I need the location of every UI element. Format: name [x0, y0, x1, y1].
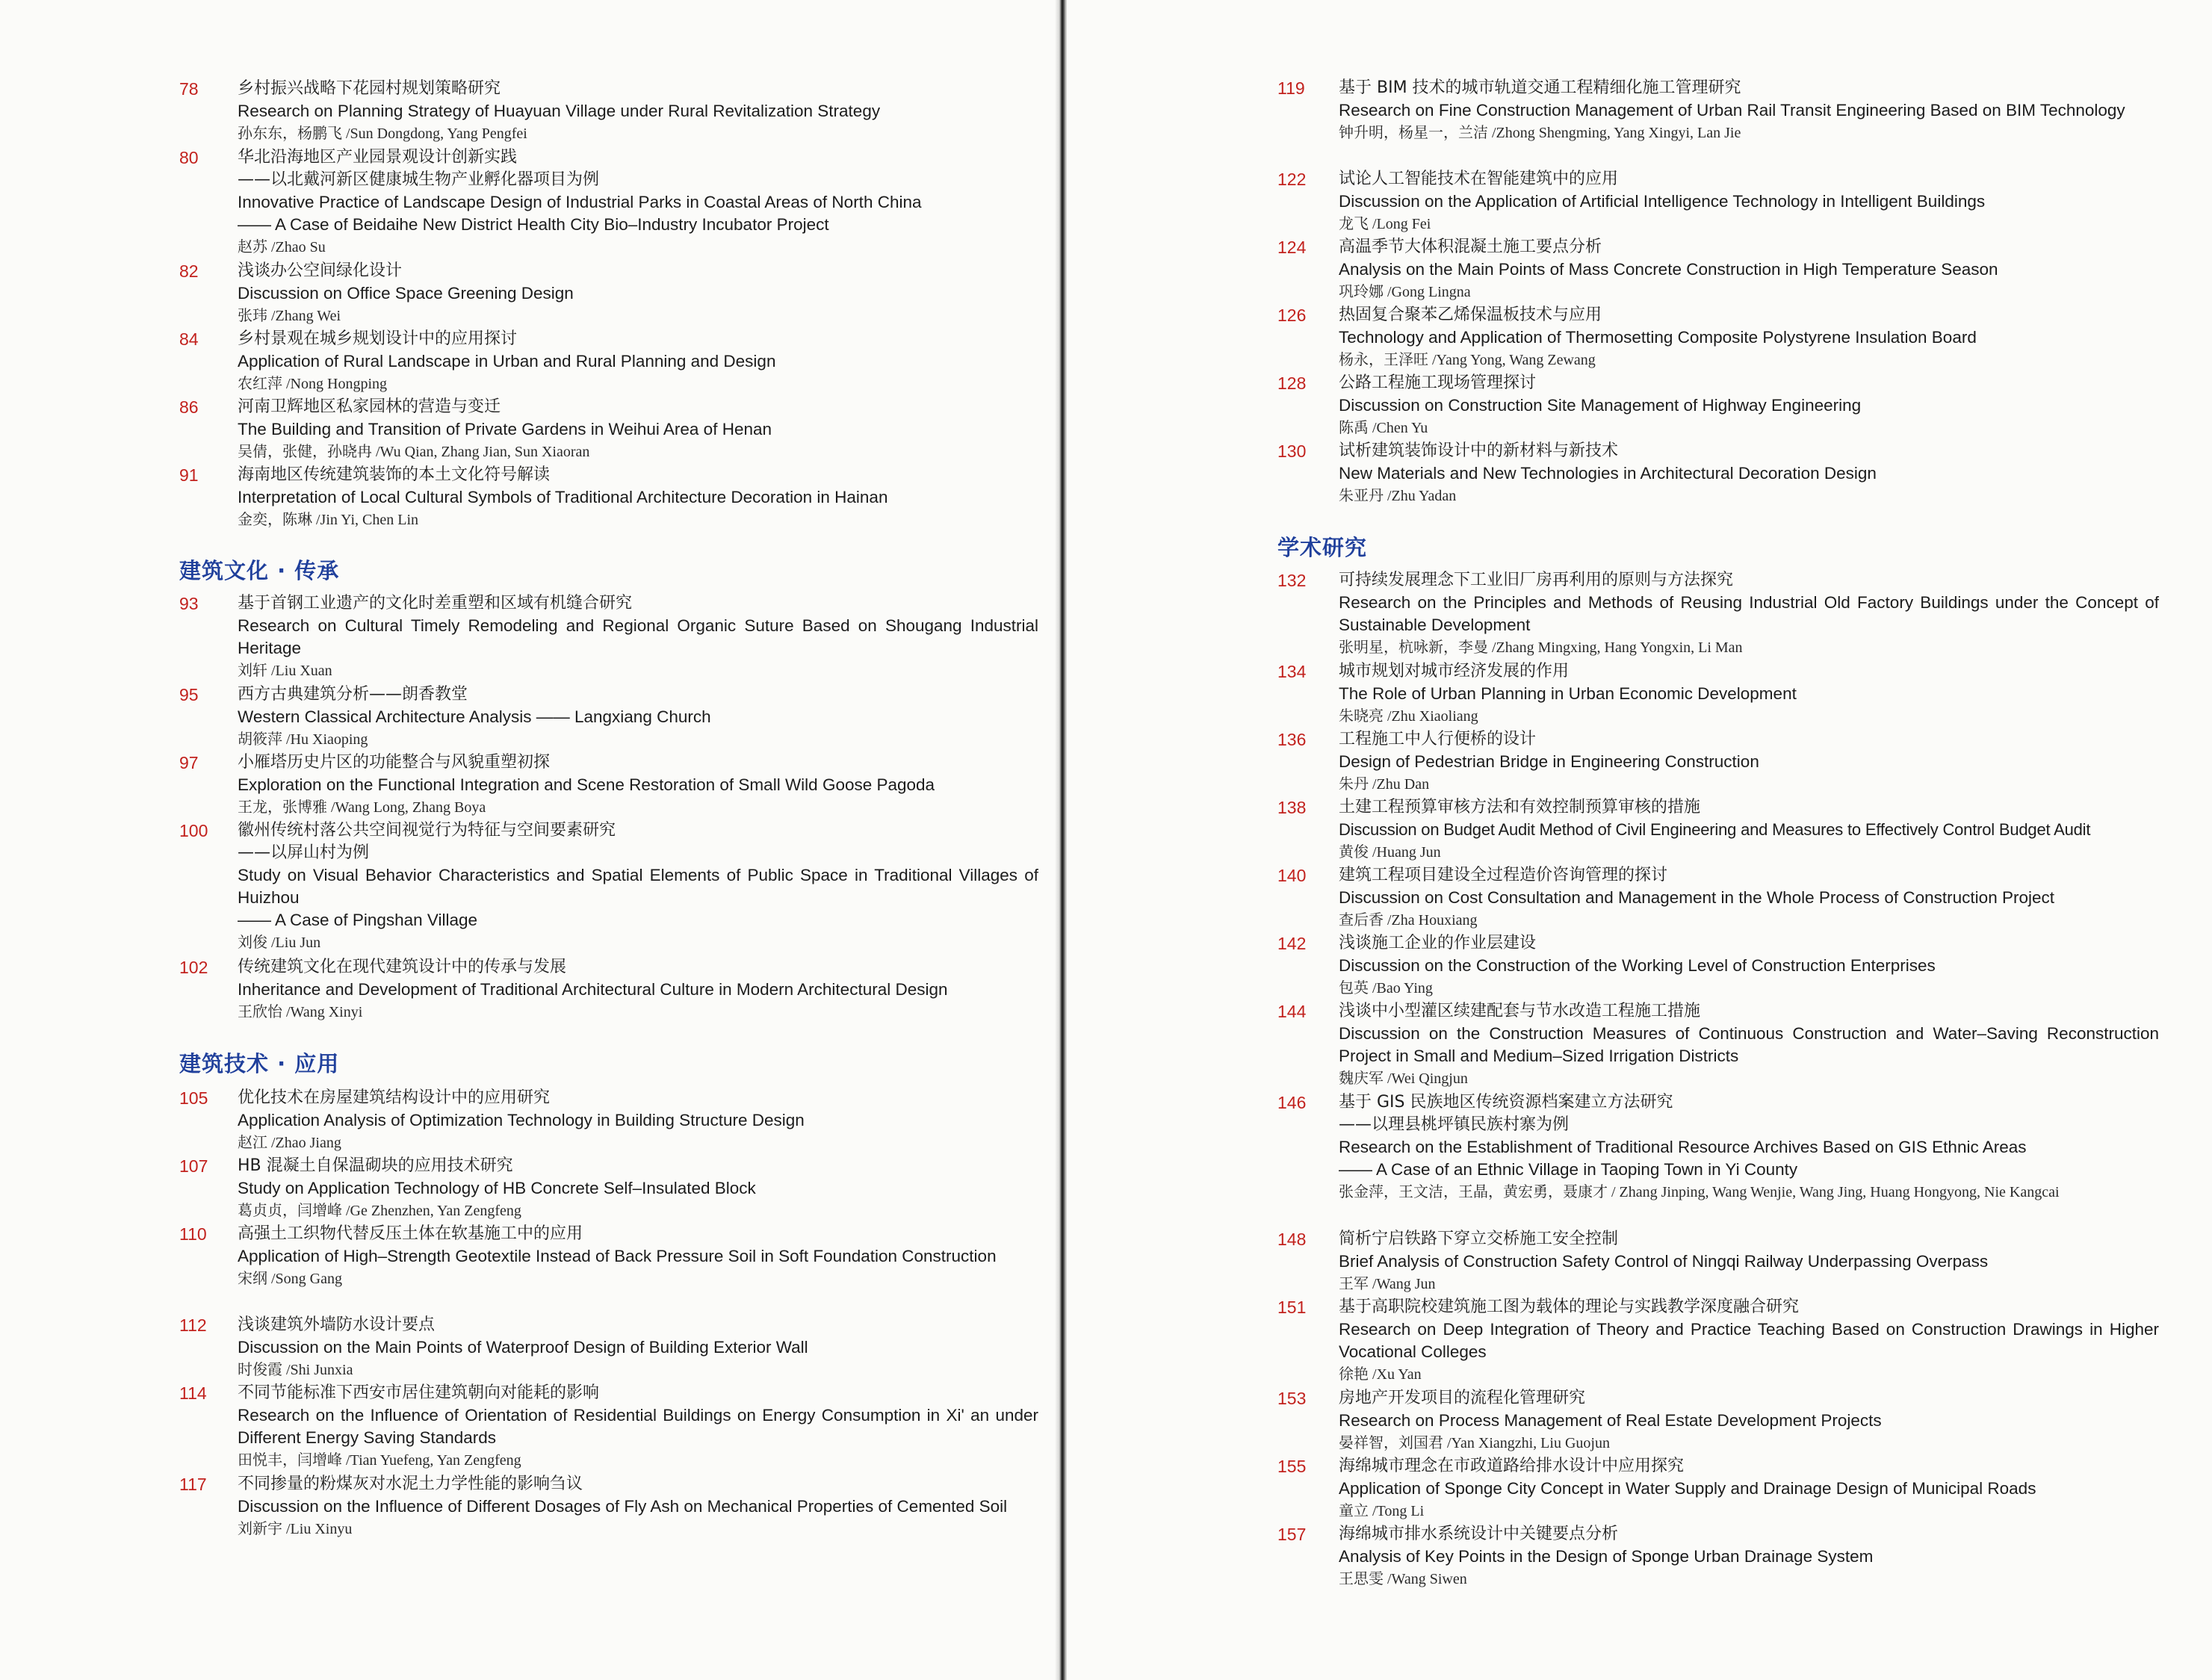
page-number: 122 [1277, 170, 1307, 189]
toc-entry[interactable] [179, 396, 1038, 464]
toc-entry[interactable] [179, 464, 1038, 532]
title-cn: 浅谈建筑外墙防水设计要点 [238, 1315, 436, 1334]
page-number: 138 [1277, 798, 1307, 817]
subtitle-en: —— A Case of Pingshan Village [238, 911, 478, 929]
page-number: 128 [1277, 373, 1307, 393]
title-en: Application of Sponge City Concept in Water Supply and Drainage Design of Municipal Roads [1339, 1479, 2036, 1498]
page-number: 82 [179, 261, 199, 281]
authors: 刘俊 /Liu Jun [238, 934, 321, 951]
title-cn: 海绵城市理念在市政道路给排水设计中应用探究 [1339, 1457, 1685, 1475]
toc-entry[interactable] [1277, 236, 2159, 304]
page-number: 107 [179, 1156, 208, 1176]
page-number: 100 [179, 821, 208, 840]
title-cn: 试析建筑装饰设计中的新材料与新技术 [1339, 441, 1619, 460]
title-cn: 高强土工织物代替反压土体在软基施工中的应用 [238, 1224, 583, 1243]
title-en: Brief Analysis of Construction Safety Control of Ningqi Railway Underpassing Overpass [1339, 1252, 1989, 1271]
title-en: Innovative Practice of Landscape Design of Industrial Parks in Coastal Areas of North China [238, 193, 922, 211]
page-number: 148 [1277, 1230, 1307, 1249]
title-cn: 海南地区传统建筑装饰的本土文化符号解读 [238, 465, 551, 484]
title-cn: 海绵城市排水系统设计中关键要点分析 [1339, 1525, 1619, 1543]
title-en: Discussion on Office Space Greening Design [238, 284, 574, 303]
authors: 葛贞贞，闫增峰 /Ge Zhenzhen, Yan Zengfeng [238, 1203, 521, 1219]
page-number: 105 [179, 1088, 208, 1108]
page-number: 117 [179, 1475, 207, 1494]
toc-entry[interactable] [1277, 77, 2159, 168]
title-cn: 西方古典建筑分析——朗香教堂 [238, 685, 468, 704]
toc-entry[interactable] [179, 1382, 1038, 1473]
page-number: 119 [1277, 78, 1305, 98]
title-en: Discussion on the Construction Measures of Continuous Construction and Water–Saving Reconstruction Project in Small and Medium–Sized Irrigation Districts [1339, 1024, 2159, 1065]
authors: 吴倩，张健，孙晓冉 /Wu Qian, Zhang Jian, Sun Xiaoran [238, 444, 590, 460]
right-group-b [1277, 569, 2159, 1591]
toc-entry[interactable] [1277, 864, 2159, 932]
toc-entry[interactable] [179, 1087, 1038, 1155]
page-number: 80 [179, 148, 199, 167]
title-cn: 华北沿海地区产业园景观设计创新实践 [238, 148, 518, 167]
title-cn: 小雁塔历史片区的功能整合与风貌重塑初探 [238, 753, 551, 772]
authors: 赵苏 /Zhao Su [238, 239, 326, 255]
title-en: Research on Process Management of Real Estate Development Projects [1339, 1411, 1882, 1430]
toc-entry[interactable] [179, 146, 1038, 260]
authors: 杨永，王泽旺 /Yang Yong, Wang Zewang [1339, 352, 1596, 368]
title-en: Study on Visual Behavior Characteristics and Spatial Elements of Public Space in Traditional Villages of Huizhou [238, 866, 1038, 907]
title-en: Research on Planning Strategy of Huayuan Village under Rural Revitalization Strategy [238, 102, 881, 120]
title-cn: 建筑工程项目建设全过程造价咨询管理的探讨 [1339, 866, 1668, 884]
page-number: 124 [1277, 238, 1307, 257]
title-en: Research on the Establishment of Traditional Resource Archives Based on GIS Ethnic Areas [1339, 1138, 2027, 1156]
title-en: Research on Fine Construction Management of Urban Rail Transit Engineering Based on BIM Technology [1339, 101, 2125, 120]
page-number: 114 [179, 1383, 207, 1403]
title-cn: 公路工程施工现场管理探讨 [1339, 373, 1537, 392]
title-en: Discussion on Construction Site Management of Highway Engineering [1339, 396, 1862, 415]
title-cn: 浅谈办公空间绿化设计 [238, 261, 403, 280]
title-cn: 可持续发展理念下工业旧厂房再利用的原则与方法探究 [1339, 571, 1734, 589]
title-en: Analysis of Key Points in the Design of Sponge Urban Drainage System [1339, 1547, 1874, 1566]
title-cn: 工程施工中人行便桥的设计 [1339, 730, 1537, 748]
toc-entry[interactable] [1277, 1523, 2159, 1591]
title-cn: 乡村景观在城乡规划设计中的应用探讨 [238, 329, 518, 348]
toc-entry[interactable] [1277, 1000, 2159, 1091]
title-en: Discussion on the Construction of the Working Level of Construction Enterprises [1339, 956, 1936, 975]
toc-entry[interactable] [179, 1223, 1038, 1314]
authors: 巩玲娜 /Gong Lingna [1339, 284, 1471, 300]
toc-entry[interactable] [179, 1155, 1038, 1223]
page-number: 86 [179, 397, 199, 417]
authors: 张玮 /Zhang Wei [238, 308, 341, 324]
title-en: Discussion on Budget Audit Method of Civil Engineering and Measures to Effectively Control Budget Audit [1339, 820, 2091, 839]
authors: 宋纲 /Song Gang [238, 1271, 342, 1287]
title-cn: 基于首钢工业遗产的文化时差重塑和区域有机缝合研究 [238, 594, 633, 613]
title-en: Research on Cultural Timely Remodeling and Regional Organic Suture Based on Shougang Industrial Heritage [238, 616, 1038, 657]
left-group-a [179, 78, 1038, 532]
page-number: 153 [1277, 1389, 1307, 1408]
toc-entry[interactable] [179, 956, 1038, 1024]
page-number: 151 [1277, 1298, 1307, 1317]
title-cn: 简析宁启铁路下穿立交桥施工安全控制 [1339, 1230, 1619, 1248]
authors: 包英 /Bao Ying [1339, 980, 1433, 996]
toc-entry[interactable] [1277, 1091, 2159, 1228]
title-en: New Materials and New Technologies in Architectural Decoration Design [1339, 464, 1877, 483]
page-number: 142 [1277, 934, 1307, 953]
title-en: Research on the Principles and Methods of Reusing Industrial Old Factory Buildings under the Concept of Sustainable Development [1339, 593, 2159, 634]
title-en: Western Classical Architecture Analysis —— Langxiang Church [238, 707, 711, 726]
authors: 朱丹 /Zhu Dan [1339, 776, 1430, 793]
toc-entry[interactable] [179, 592, 1038, 684]
toc-entry[interactable] [1277, 1455, 2159, 1523]
toc-entry[interactable] [1277, 440, 2159, 508]
authors: 王龙，张博雅 /Wang Long, Zhang Boya [238, 799, 486, 816]
title-cn: 试论人工智能技术在智能建筑中的应用 [1339, 170, 1619, 188]
page-number: 157 [1277, 1525, 1307, 1544]
toc-entry[interactable] [179, 1473, 1038, 1564]
title-cn: 浅谈中小型灌区续建配套与节水改造工程施工措施 [1339, 1002, 1701, 1020]
title-en: Research on Deep Integration of Theory and Practice Teaching Based on Construction Drawings in Higher Vocational Colleges [1339, 1320, 2159, 1361]
toc-entry[interactable] [1277, 1387, 2159, 1455]
title-cn: 基于 GIS 民族地区传统资源档案建立方法研究 [1339, 1093, 1673, 1112]
title-cn: 乡村振兴战略下花园村规划策略研究 [238, 79, 501, 98]
toc-entry[interactable] [179, 684, 1038, 751]
page-number: 102 [179, 958, 208, 977]
left-group-c [179, 1087, 1038, 1564]
toc-entry[interactable] [1277, 728, 2159, 796]
title-en: Technology and Application of Thermosetting Composite Polystyrene Insulation Board [1339, 328, 1977, 347]
authors: 王思雯 /Wang Siwen [1339, 1571, 1467, 1587]
title-cn: 不同节能标准下西安市居住建筑朝向对能耗的影响 [238, 1383, 600, 1402]
authors: 王军 /Wang Jun [1339, 1276, 1436, 1292]
title-en: Application of Rural Landscape in Urban and Rural Planning and Design [238, 352, 776, 371]
title-cn: 土建工程预算审核方法和有效控制预算审核的措施 [1339, 798, 1701, 816]
toc-entry[interactable] [179, 78, 1038, 146]
toc-entry[interactable] [1277, 932, 2159, 1000]
title-en: Application Analysis of Optimization Technology in Building Structure Design [238, 1111, 805, 1129]
authors: 黄俊 /Huang Jun [1339, 844, 1441, 861]
title-cn: 河南卫辉地区私家园林的营造与变迁 [238, 397, 501, 416]
authors: 赵江 /Zhao Jiang [238, 1135, 341, 1151]
page-number: 155 [1277, 1457, 1307, 1476]
title-en: Discussion on Cost Consultation and Management in the Whole Process of Construction Project [1339, 888, 2054, 907]
authors: 钟升明，杨星一，兰洁 /Zhong Shengming, Yang Xingyi, Lan Jie [1339, 125, 1741, 141]
title-en: Discussion on the Main Points of Waterproof Design of Building Exterior Wall [238, 1338, 808, 1357]
page-number: 84 [179, 329, 199, 349]
authors: 农红萍 /Nong Hongping [238, 376, 387, 392]
title-en: Exploration on the Functional Integration and Scene Restoration of Small Wild Goose Pagoda [238, 775, 935, 794]
authors: 田悦丰，闫增峰 /Tian Yuefeng, Yan Zengfeng [238, 1452, 521, 1469]
subtitle-cn: ——以北戴河新区健康城生物产业孵化器项目为例 [238, 170, 600, 189]
authors: 王欣怡 /Wang Xinyi [238, 1004, 363, 1020]
authors: 张明星，杭咏新，李曼 /Zhang Mingxing, Hang Yongxin, Li Man [1339, 639, 1743, 656]
title-en: Analysis on the Main Points of Mass Concrete Construction in High Temperature Season [1339, 260, 1998, 279]
toc-entry[interactable] [1277, 1296, 2159, 1387]
toc-entry[interactable] [179, 328, 1038, 396]
page-number: 132 [1277, 571, 1307, 590]
toc-entry[interactable] [1277, 1228, 2159, 1296]
title-en: Study on Application Technology of HB Concrete Self–Insulated Block [238, 1179, 756, 1197]
page-number: 93 [179, 594, 199, 613]
title-cn: 城市规划对城市经济发展的作用 [1339, 662, 1570, 681]
authors: 朱亚丹 /Zhu Yadan [1339, 488, 1457, 504]
page-number: 134 [1277, 662, 1307, 681]
title-en: The Building and Transition of Private Gardens in Weihui Area of Henan [238, 420, 772, 438]
page-number: 140 [1277, 866, 1307, 885]
toc-entry[interactable] [1277, 660, 2159, 728]
section-heading: 建筑文化 · 传承 [179, 558, 340, 583]
page-number: 95 [179, 685, 199, 704]
title-en: Discussion on the Influence of Different Dosages of Fly Ash on Mechanical Properties of Cemented Soil [238, 1497, 1008, 1516]
title-en: Inheritance and Development of Traditional Architectural Culture in Modern Architectural Design [238, 980, 948, 999]
title-cn: 高温季节大体积混凝土施工要点分析 [1339, 238, 1602, 256]
toc-entry[interactable] [179, 260, 1038, 328]
title-cn: 基于高职院校建筑施工图为载体的理论与实践教学深度融合研究 [1339, 1298, 1800, 1316]
toc-entry[interactable] [179, 1314, 1038, 1382]
authors: 查后香 /Zha Houxiang [1339, 912, 1478, 929]
toc-entry[interactable] [1277, 569, 2159, 660]
toc-entry[interactable] [1277, 304, 2159, 372]
page-number: 144 [1277, 1002, 1307, 1021]
title-cn: 基于 BIM 技术的城市轨道交通工程精细化施工管理研究 [1339, 78, 1741, 97]
right-page [1067, 0, 2212, 1680]
toc-entry[interactable] [1277, 168, 2159, 236]
subtitle-cn: ——以屏山村为例 [238, 843, 370, 862]
authors: 龙飞 /Long Fei [1339, 216, 1431, 232]
title-cn: 传统建筑文化在现代建筑设计中的传承与发展 [238, 958, 567, 976]
authors: 晏祥智，刘国君 /Yan Xiangzhi, Liu Guojun [1339, 1435, 1610, 1451]
authors: 魏庆军 /Wei Qingjun [1339, 1070, 1468, 1087]
authors: 刘新宇 /Liu Xinyu [238, 1521, 353, 1537]
page-number: 78 [179, 79, 199, 99]
page-number: 97 [179, 753, 199, 772]
title-cn: 徽州传统村落公共空间视觉行为特征与空间要素研究 [238, 821, 616, 840]
authors: 朱晓亮 /Zhu Xiaoliang [1339, 708, 1478, 725]
title-en: Interpretation of Local Cultural Symbols of Traditional Architecture Decoration in Hainan [238, 488, 888, 506]
title-en: Application of High–Strength Geotextile Instead of Back Pressure Soil in Soft Foundation Construction [238, 1247, 997, 1265]
authors: 刘轩 /Liu Xuan [238, 663, 332, 679]
toc-entry[interactable] [179, 751, 1038, 819]
toc-entry[interactable] [179, 819, 1038, 956]
page-number: 110 [179, 1224, 207, 1244]
authors: 童立 /Tong Li [1339, 1503, 1425, 1519]
authors: 陈禹 /Chen Yu [1339, 420, 1428, 436]
authors: 徐艳 /Xu Yan [1339, 1366, 1422, 1383]
toc-entry[interactable] [1277, 372, 2159, 440]
title-cn: 不同掺量的粉煤灰对水泥土力学性能的影响刍议 [238, 1475, 583, 1493]
page-number: 126 [1277, 306, 1307, 325]
subtitle-cn: ——以理县桃坪镇民族村寨为例 [1339, 1115, 1570, 1134]
left-page [0, 0, 1059, 1680]
toc-entry[interactable] [1277, 796, 2159, 864]
title-en: The Role of Urban Planning in Urban Economic Development [1339, 684, 1797, 703]
title-cn: 浅谈施工企业的作业层建设 [1339, 934, 1537, 952]
title-en: Design of Pedestrian Bridge in Engineering Construction [1339, 752, 1759, 771]
section-heading: 建筑技术 · 应用 [179, 1051, 340, 1076]
authors: 孙东东，杨鹏飞 /Sun Dongdong, Yang Pengfei [238, 125, 527, 142]
left-group-b [179, 592, 1038, 1024]
page-number: 112 [179, 1315, 207, 1335]
page-number: 91 [179, 465, 199, 485]
title-cn: 房地产开发项目的流程化管理研究 [1339, 1389, 1586, 1407]
authors: 金奕，陈琳 /Jin Yi, Chen Lin [238, 512, 419, 528]
authors: 张金萍，王文洁，王晶，黄宏勇，聂康才 / Zhang Jinping, Wang Wenjie, Wang Jing, Huang Hongyong, Nie Kangcai [1339, 1184, 2060, 1200]
authors: 时俊霞 /Shi Junxia [238, 1362, 353, 1378]
subtitle-en: —— A Case of Beidaihe New District Health City Bio–Industry Incubator Project [238, 215, 829, 234]
title-en: Discussion on the Application of Artificial Intelligence Technology in Intelligent Buildings [1339, 192, 1986, 211]
subtitle-en: —— A Case of an Ethnic Village in Taoping Town in Yi County [1339, 1160, 1798, 1179]
title-cn: 热固复合聚苯乙烯保温板技术与应用 [1339, 306, 1602, 324]
page-number: 136 [1277, 730, 1307, 749]
title-en: Research on the Influence of Orientation of Residential Buildings on Energy Consumption in Xi' an under Different Energy Saving Standards [238, 1406, 1038, 1447]
page-number: 146 [1277, 1093, 1307, 1112]
title-cn: 优化技术在房屋建筑结构设计中的应用研究 [238, 1088, 551, 1107]
section-heading: 学术研究 [1277, 535, 1368, 560]
page-number: 130 [1277, 441, 1307, 461]
right-group-a [1277, 77, 2159, 508]
title-cn: HB 混凝土自保温砌块的应用技术研究 [238, 1156, 513, 1175]
authors: 胡筱萍 /Hu Xiaoping [238, 731, 368, 748]
